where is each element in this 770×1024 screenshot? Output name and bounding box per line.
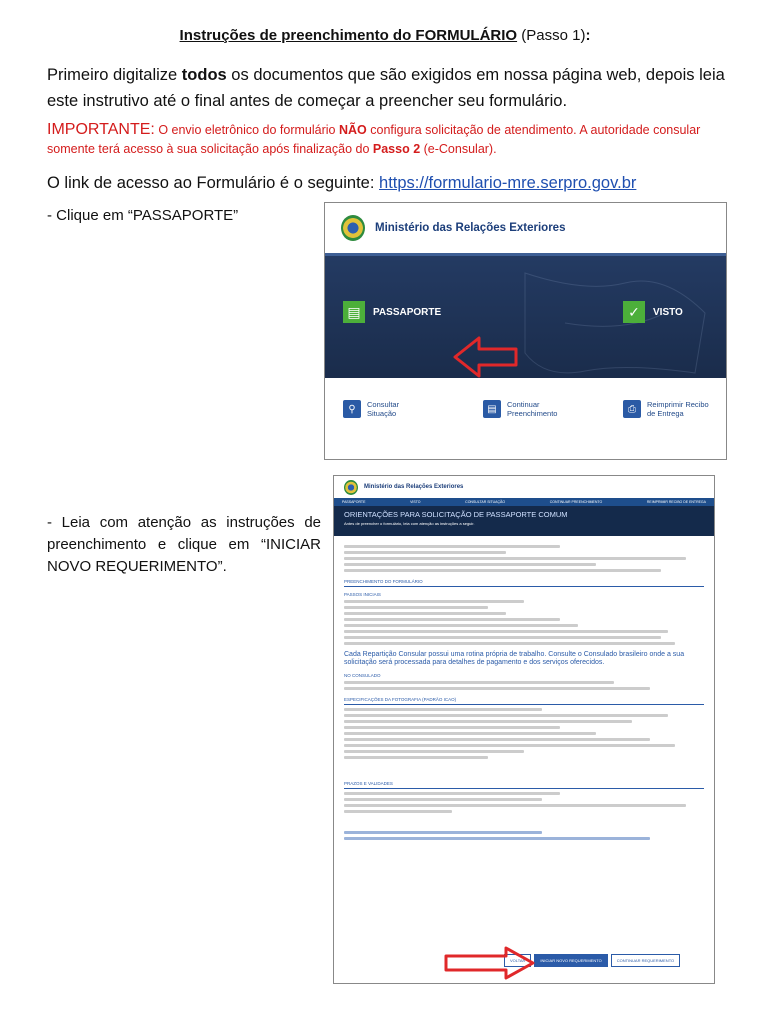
link-line (47, 174, 636, 193)
text-line (344, 708, 542, 711)
intro-paragraph (47, 62, 737, 114)
passport-option[interactable] (343, 301, 441, 323)
title-colon: : (585, 27, 591, 44)
text-line (344, 837, 650, 840)
red-arrow-icon (453, 335, 519, 379)
text-line (344, 714, 668, 717)
screenshot-instructions (333, 475, 715, 984)
nav-consult[interactable]: CONSULTAR SITUAÇÃO (465, 500, 506, 504)
site-header-2 (334, 476, 714, 498)
text-line (344, 720, 632, 723)
form-link[interactable]: https://formulario-mre.serpro.gov.br (379, 174, 637, 192)
continue-label: Continuar Preenchimento (507, 400, 558, 418)
text-line (344, 642, 675, 645)
consulate-note: Cada Repartição Consular possui uma rotina própria de trabalho. Consulte o Consulado brasileiro onde a sua solicitação será processada para detalhes de pagamento e dos serviços oferecidos. (344, 651, 685, 666)
passport-icon: ▤ (343, 301, 365, 323)
site-header (325, 203, 726, 253)
coat-of-arms-icon (344, 480, 358, 495)
text-line (344, 569, 661, 572)
text-line (344, 612, 506, 615)
text-line (344, 756, 488, 759)
important-t1: O envio eletrônico do formulário (154, 123, 339, 137)
title-step: (Passo 1) (517, 27, 586, 44)
text-line (344, 750, 524, 753)
text-line (344, 687, 650, 690)
text-line (344, 831, 542, 834)
footer-actions (325, 378, 726, 459)
text-line (344, 606, 488, 609)
printer-icon: ⎙ (623, 400, 641, 418)
important-notice (47, 120, 737, 159)
intro-bold: todos (181, 66, 227, 84)
screenshot-home (324, 202, 727, 460)
text-line (344, 804, 686, 807)
banner-title: ORIENTAÇÕES PARA SOLICITAÇÃO DE PASSAPORTE COMUM (344, 510, 568, 519)
section-form: PREENCHIMENTO DO FORMULÁRIO (344, 579, 704, 587)
link-label: O link de acesso ao Formulário é o seguinte: (47, 174, 380, 192)
nav-visa[interactable]: VISTO (410, 500, 421, 504)
site-title: Ministério das Relações Exteriores (375, 222, 566, 234)
text-line (344, 726, 560, 729)
instructions-banner (334, 506, 714, 536)
text-line (344, 630, 668, 633)
site-title-2: Ministério das Relações Exteriores (364, 484, 464, 490)
page-title (0, 27, 770, 44)
reprint-receipt-button[interactable] (623, 400, 711, 418)
text-line (344, 618, 560, 621)
important-passo: Passo 2 (372, 142, 421, 156)
text-line (344, 600, 524, 603)
important-nao: NÃO (338, 123, 367, 137)
back-button[interactable]: VOLTAR (504, 954, 531, 967)
red-arrow-icon (444, 946, 536, 980)
check-icon: ✓ (623, 301, 645, 323)
subsection-initial: PASSOS INICIAIS (344, 592, 381, 597)
continue-request-button[interactable]: CONTINUAR REQUERIMENTO (611, 954, 680, 967)
top-nav (334, 498, 714, 506)
title-main: Instruções de preenchimento do FORMULÁRIO (179, 27, 518, 44)
section-photo: ESPECIFICAÇÕES DA FOTOGRAFIA (PADRÃO ICAO) (344, 697, 704, 705)
text-line (344, 738, 650, 741)
text-line (344, 551, 506, 554)
section-deadlines: PRAZOS E VALIDADES (344, 781, 704, 789)
nav-continue[interactable]: CONTINUAR PREENCHIMENTO (549, 500, 603, 504)
important-label: IMPORTANTE: (47, 121, 155, 138)
text-line (344, 792, 560, 795)
text-line (344, 810, 452, 813)
consult-status-button[interactable] (343, 400, 411, 418)
text-line (344, 624, 578, 627)
coat-of-arms-icon (341, 215, 365, 241)
nav-passport[interactable]: PASSAPORTE (342, 500, 366, 504)
visa-option[interactable] (623, 301, 683, 323)
text-line (344, 563, 596, 566)
intro-text-a: Primeiro digitalize (47, 66, 182, 84)
continue-fill-button[interactable] (483, 400, 563, 418)
step2-instruction: - Leia com atenção as instruções de preenchimento e clique em “INICIAR NOVO REQUERIMENTO”. (47, 514, 321, 575)
step1-instruction: - Clique em “PASSAPORTE” (47, 207, 239, 224)
start-new-request-button[interactable]: INICIAR NOVO REQUERIMENTO (534, 954, 607, 967)
important-t2: configura solicitação de atendimento. A autoridade consular somente terá acesso à sua solicitação após finalização do (47, 123, 701, 156)
instructions-body (334, 536, 714, 849)
intro-text-c: os documentos que são exigidos em nossa página web, depois leia este instrutivo até o final antes de começar a preencher seu formulário. (47, 66, 725, 110)
text-line (344, 636, 661, 639)
document-icon: ▤ (483, 400, 501, 418)
text-line (344, 681, 614, 684)
text-line (344, 545, 560, 548)
text-line (344, 557, 686, 560)
options-band (325, 253, 726, 378)
reprint-label: Reimprimir Recibo de Entrega (647, 400, 709, 418)
text-line (344, 744, 675, 747)
text-line (344, 798, 542, 801)
visa-label: VISTO (653, 306, 683, 318)
passport-label: PASSAPORTE (373, 306, 442, 318)
consult-label: Consultar Situação (367, 400, 400, 418)
important-t3: (e-Consular). (420, 142, 497, 156)
nav-reprint[interactable]: REIMPRIMIR RECIBO DE ENTREGA (646, 500, 706, 504)
subsection-consulate: NO CONSULADO (344, 673, 381, 678)
banner-subtitle: Antes de preencher o formulário, leia com atenção as instruções a seguir. (344, 521, 475, 526)
text-line (344, 732, 596, 735)
search-icon: ⚲ (343, 400, 361, 418)
